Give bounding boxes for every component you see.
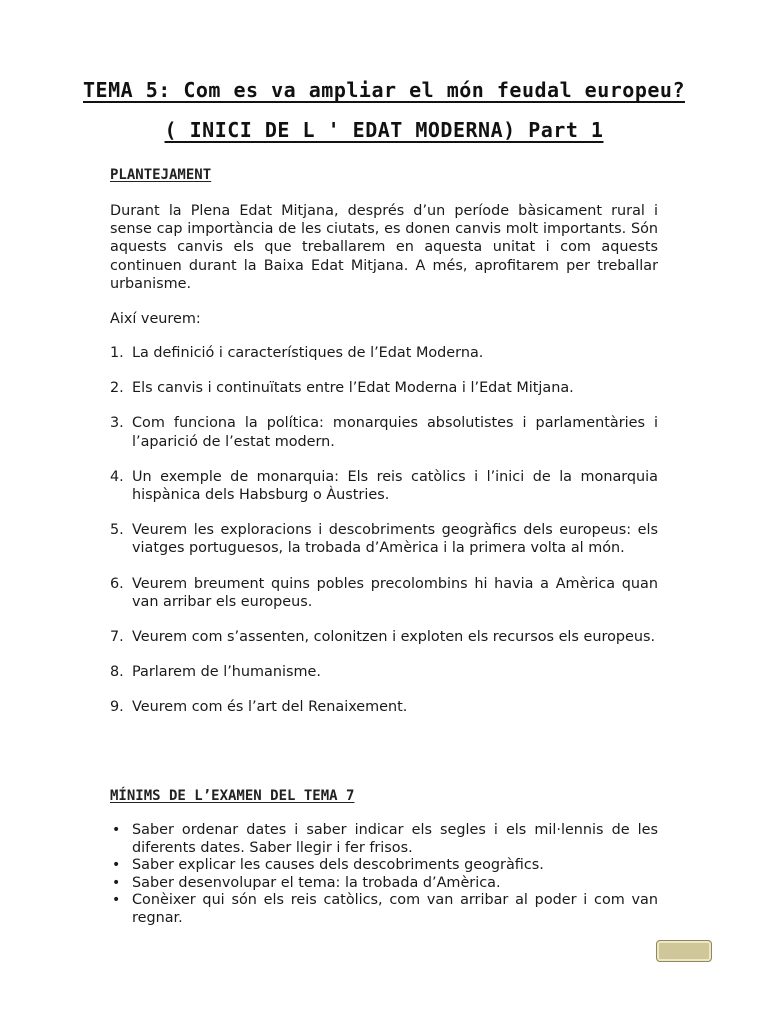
list-item [110, 628, 658, 646]
list-item-number: 8. [110, 664, 124, 681]
bullet-icon: • [112, 892, 121, 908]
list-item-number: 3. [110, 415, 124, 432]
bullet-icon: • [112, 874, 121, 891]
list-item-text: Veurem com és l’art del Renaixement. [132, 699, 408, 716]
list-item [110, 663, 658, 681]
page-number-tab [656, 940, 712, 962]
aixi-veurem-text: Així veurem: [110, 311, 201, 327]
list-item-number: 5. [110, 522, 124, 539]
list-item-text: Veurem les exploracions i descobriments geogràfics dels europeus: els viatges portuguesos, la trobada d’Amèrica i la primera volta al món. [132, 522, 658, 557]
bullet-item [110, 892, 658, 927]
list-item-text: Parlarem de l’humanisme. [132, 664, 321, 681]
list-item [110, 344, 658, 362]
list-item [110, 575, 658, 611]
list-item-number: 4. [110, 468, 124, 485]
list-item-text: Veurem com s’assenten, colonitzen i exploten els recursos els europeus. [132, 629, 656, 646]
list-item [110, 521, 658, 557]
list-item [110, 414, 658, 450]
bullet-text: Saber desenvolupar el tema: la trobada d’Amèrica. [132, 874, 501, 891]
bullet-text: Conèixer qui són els reis catòlics, com van arribar al poder i com van regnar. [132, 892, 658, 926]
list-item-text: Un exemple de monarquia: Els reis catòlics i l’inici de la monarquia hispànica dels Habsburg o Àustries. [132, 468, 658, 504]
list-item-number: 6. [110, 575, 124, 592]
list-item-number: 7. [110, 629, 124, 646]
bullet-item [110, 822, 658, 857]
list-item-text: Els canvis i continuïtats entre l’Edat Moderna i l’Edat Mitjana. [132, 380, 574, 397]
bullet-item [110, 875, 658, 893]
list-item-text: La definició i característiques de l’Edat Moderna. [132, 345, 484, 361]
title-line-1: TEMA 5: Com es va ampliar el món feudal europeu? [83, 78, 685, 102]
minims-bullet-list [110, 822, 658, 927]
section-heading-plantejament: PLANTEJAMENT [110, 167, 212, 183]
title-line-2: ( INICI DE L ' EDAT MODERNA) Part 1 [164, 118, 604, 142]
list-item-text: Veurem breument quins pobles precolombins hi havia a Amèrica quan van arribar els europeus. [132, 575, 658, 610]
list-item-number: 1. [110, 345, 124, 361]
bullet-icon: • [112, 857, 121, 873]
bullet-icon: • [112, 822, 121, 838]
list-item-number: 9. [110, 699, 124, 716]
bullet-text: Saber explicar les causes dels descobriments geogràfics. [132, 857, 544, 873]
intro-paragraph: Durant la Plena Edat Mitjana, després d’un període bàsicament rural i sense cap importància de les ciutats, es donen canvis molt importants. Són aquests canvis els que treballarem en aquesta unitat i com aquests continuen durant la Baixa Edat Mitjana. A més, aprofitarem per treballar urbanisme. [110, 203, 658, 292]
list-item-text: Com funciona la política: monarquies absolutistes i parlamentàries i l’aparició de l’estat modern. [132, 415, 658, 450]
bullet-item [110, 857, 658, 875]
list-item [110, 698, 658, 716]
list-item [110, 379, 658, 397]
list-item [110, 468, 658, 504]
section-heading-minims: MÍNIMS DE L’EXAMEN DEL TEMA 7 [110, 788, 355, 804]
bullet-text: Saber ordenar dates i saber indicar els segles i els mil·lennis de les diferents dates. Saber llegir i fer frisos. [132, 822, 658, 856]
list-item-number: 2. [110, 380, 124, 397]
topics-list [110, 344, 658, 734]
